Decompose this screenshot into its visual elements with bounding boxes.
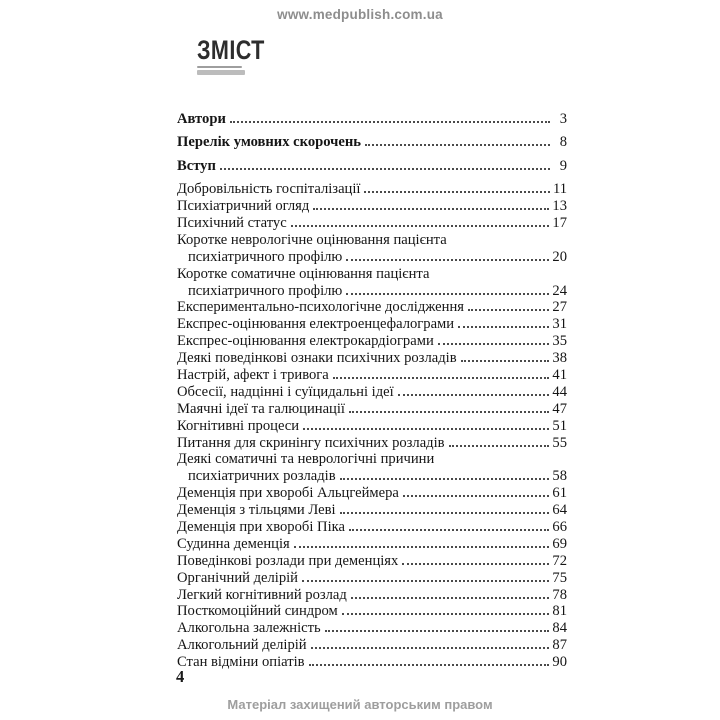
toc-entry-label: психіатричного профілю (188, 248, 343, 265)
toc-entry-label: Когнітивні процеси (177, 417, 300, 434)
toc-entry-page: 31 (552, 316, 567, 333)
toc-list (177, 111, 567, 671)
toc-entry-page: 78 (552, 586, 567, 603)
dot-leader (398, 394, 550, 396)
toc-entry-page: 75 (552, 569, 567, 586)
toc-entry (177, 536, 567, 553)
toc-entry-label: Експрес-оцінювання електрокардіограми (177, 333, 434, 350)
toc-entry (177, 111, 567, 128)
toc-entry (177, 468, 567, 485)
toc-entry (177, 266, 567, 283)
dot-leader (340, 478, 550, 480)
copyright-notice: Матеріал захищений авторським правом (227, 697, 493, 712)
dot-leader (438, 343, 550, 345)
toc-entry-label: Стан відміни опіатів (177, 654, 305, 671)
dot-leader (403, 495, 550, 497)
toc-entry-page: 90 (552, 654, 567, 671)
toc-entry-label: Настрій, афект і тривога (177, 366, 329, 383)
dot-leader (349, 411, 549, 413)
toc-entry (177, 502, 567, 519)
toc-entry (177, 299, 567, 316)
dot-leader (311, 647, 550, 649)
toc-entry-page: 55 (552, 434, 567, 451)
toc-entry (177, 435, 567, 452)
toc-entry-page: 72 (552, 552, 567, 569)
dot-leader (309, 664, 550, 666)
toc-entry-label: Деякі поведінкові ознаки психічних розладів (177, 350, 457, 367)
toc-entry-label: Органічний делірій (177, 569, 298, 586)
toc-entry-label: Питання для скринінгу психічних розладів (177, 434, 445, 451)
toc-entry-label: Коротке соматичне оцінювання пацієнта (177, 265, 430, 282)
dot-leader (449, 445, 550, 447)
toc-entry (177, 367, 567, 384)
toc-entry (177, 215, 567, 232)
toc-entry (177, 198, 567, 215)
toc-entry-page: 44 (552, 383, 567, 400)
toc-entry-label: Добровільність госпіталізації (177, 181, 361, 198)
toc-entry-page: 35 (552, 333, 567, 350)
toc-entry-label: Маячні ідеї та галюцинації (177, 400, 345, 417)
toc-entry (177, 401, 567, 418)
dot-leader (346, 259, 549, 261)
toc-entry-page: 17 (552, 214, 567, 231)
toc-entry (177, 316, 567, 333)
toc-entry-label: психіатричного профілю (188, 282, 343, 299)
toc-entry-page: 66 (552, 518, 567, 535)
toc-entry (177, 637, 567, 654)
toc-entry-label: Психічний статус (177, 214, 287, 231)
toc-entry (177, 418, 567, 435)
toc-entry (177, 603, 567, 620)
dot-leader (458, 326, 549, 328)
toc-entry-page: 8 (559, 134, 567, 151)
toc-entry-label: Експрес-оцінювання електроенцефалограми (177, 316, 455, 333)
toc-entry-page: 20 (552, 248, 567, 265)
dot-leader (461, 360, 550, 362)
dot-leader (294, 546, 550, 548)
dot-leader (468, 309, 549, 311)
dot-leader (230, 121, 550, 123)
toc-entry-page: 84 (552, 620, 567, 637)
title-rule-thick (197, 70, 245, 75)
dot-leader (342, 613, 550, 615)
dot-leader (313, 208, 549, 210)
toc-entry-page: 27 (552, 299, 567, 316)
toc-entry (177, 570, 567, 587)
toc-entry-label: Деякі соматичні та неврологічні причини (177, 451, 435, 468)
toc-entry-page: 38 (552, 350, 567, 367)
toc-entry (177, 654, 567, 671)
chapter-title-block (197, 37, 282, 75)
toc-entry-page: 51 (552, 417, 567, 434)
dot-leader (351, 597, 550, 599)
site-watermark: www.medpublish.com.ua (277, 7, 443, 22)
toc-entry-page: 47 (552, 400, 567, 417)
toc-entry-label: Деменція з тільцями Леві (177, 502, 336, 519)
toc-entry (177, 485, 567, 502)
toc-entry-label: Обсесії, надцінні і суїцидальні ідеї (177, 383, 394, 400)
page-title: ЗМІСТ (197, 35, 265, 65)
toc-entry (177, 249, 567, 266)
toc-entry-page: 3 (559, 111, 567, 127)
toc-entry-label: Деменція при хворобі Піка (177, 518, 345, 535)
toc-entry (177, 553, 567, 570)
dot-leader (302, 580, 549, 582)
dot-leader (325, 630, 550, 632)
toc-entry-label: Автори (177, 111, 226, 127)
toc-entry-page: 58 (552, 468, 567, 485)
dot-leader (402, 563, 549, 565)
dot-leader (333, 377, 550, 379)
toc-entry-page: 41 (552, 366, 567, 383)
toc-entry-page: 9 (559, 157, 567, 174)
toc-entry (177, 283, 567, 300)
folio-page-number: 4 (176, 667, 185, 686)
dot-leader (340, 512, 550, 514)
toc-entry-label: Посткомоційний синдром (177, 603, 338, 620)
toc-entry (177, 384, 567, 401)
toc-entry (177, 333, 567, 350)
toc-entry-page: 61 (552, 485, 567, 502)
toc-entry-page: 64 (552, 502, 567, 519)
toc-entry (177, 232, 567, 249)
dot-leader (220, 168, 550, 170)
toc-entry-label: психіатричних розладів (188, 468, 336, 485)
toc-entry-label: Судинна деменція (177, 535, 290, 552)
toc-entry-label: Поведінкові розлади при деменціях (177, 552, 399, 569)
toc-entry (177, 134, 567, 151)
dot-leader (349, 529, 549, 531)
dot-leader (346, 293, 549, 295)
toc-entry (177, 451, 567, 468)
title-rule-thin (197, 66, 242, 68)
toc-entry-label: Вступ (177, 157, 216, 174)
toc-entry-label: Експериментально-психологічне дослідження (177, 299, 464, 316)
toc-entry-label: Психіатричний огляд (177, 198, 310, 215)
toc-entry-page: 87 (552, 637, 567, 654)
toc-entry-label: Алкогольна залежність (177, 620, 321, 637)
toc-entry-page: 13 (552, 198, 567, 215)
dot-leader (365, 144, 550, 146)
toc-entry-page: 81 (552, 603, 567, 620)
toc-entry-label: Коротке неврологічне оцінювання пацієнта (177, 231, 447, 248)
dot-leader (364, 191, 549, 193)
toc-entry-page: 69 (552, 535, 567, 552)
toc-entry (177, 181, 567, 198)
toc-entry-label: Перелік умовних скорочень (177, 134, 362, 151)
toc-entry-page: 24 (552, 282, 567, 299)
dot-leader (303, 428, 549, 430)
toc-entry (177, 620, 567, 637)
toc-entry-page: 11 (552, 181, 567, 198)
toc-entry (177, 350, 567, 367)
toc-entry-label: Алкогольний делірій (177, 637, 307, 654)
toc-entry-label: Деменція при хворобі Альцгеймера (177, 485, 399, 502)
toc-entry (177, 587, 567, 604)
dot-leader (291, 225, 550, 227)
toc-entry (177, 519, 567, 536)
toc-entry-label: Легкий когнітивний розлад (177, 586, 347, 603)
toc-entry (177, 158, 567, 175)
